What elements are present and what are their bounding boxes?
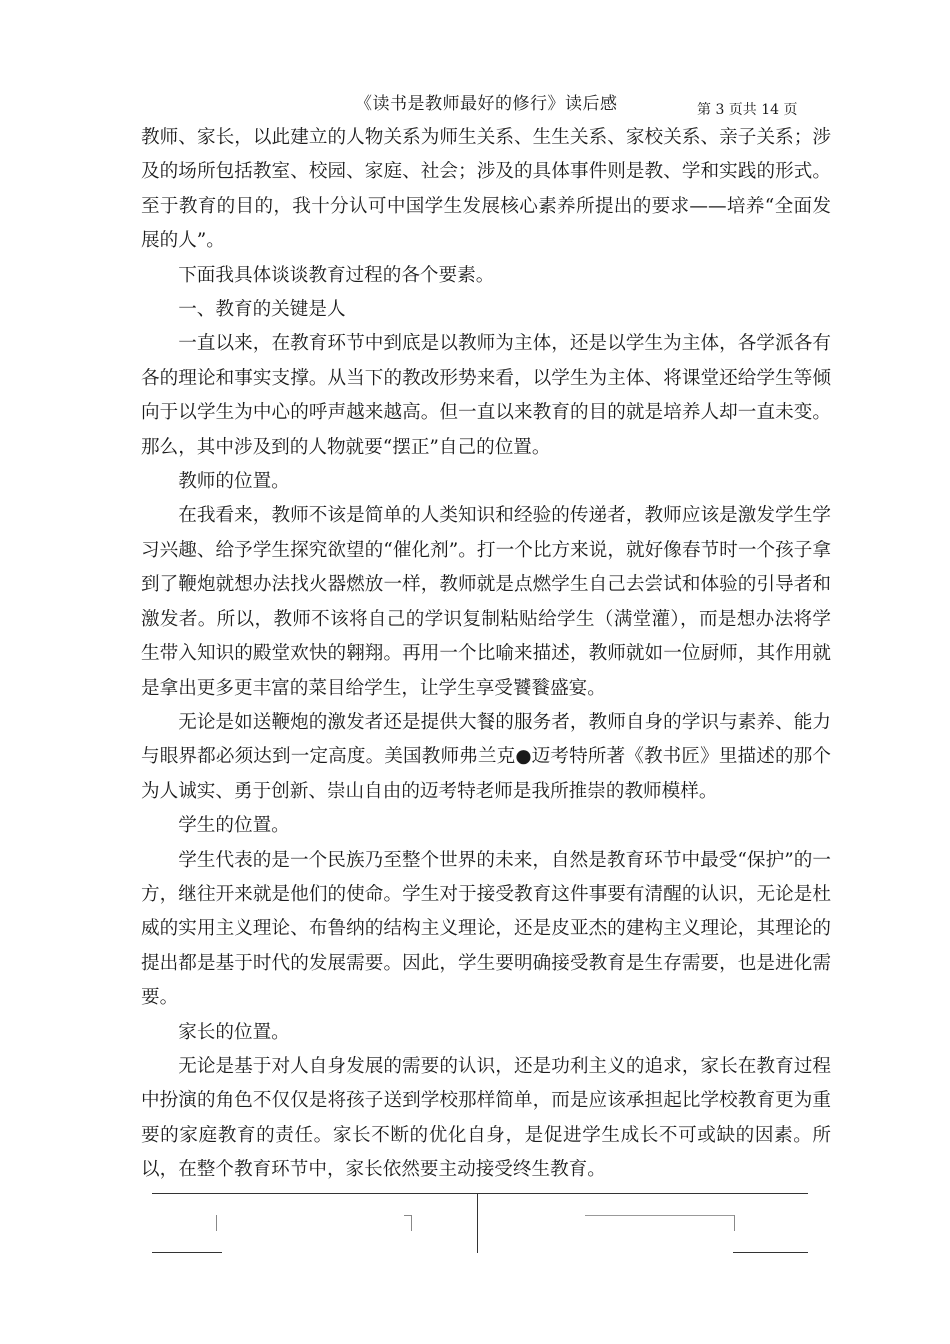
- subheading-student: 学生的位置。: [178, 815, 290, 837]
- paragraph: 下面我具体谈谈教育过程的各个要素。: [178, 264, 495, 286]
- footer-left-rule: [152, 1252, 222, 1253]
- document-body: [141, 121, 831, 1188]
- paragraph: 教师、家长，以此建立的人物关系为师生关系、生生关系、家校关系、亲子关系；涉及的场所包括教室、校园、家庭、社会；涉及的具体事件则是教、学和实践的形式。至于教育的目的，我十分认可中国学生发展核心素养所提出的要求——培养“全面发展的人”。: [141, 127, 831, 252]
- paragraph: 在我看来，教师不该是简单的人类知识和经验的传递者，教师应该是激发学生学习兴趣、给予学生探究欲望的“催化剂”。打一个比方来说，就好像春节时一个孩子拿到了鞭炮就想办法找火器燃放一样，教师就是点燃学生自己去尝试和体验的引导者和激发者。所以，教师不该将自己的学识复制粘贴给学生（满堂灌），而是想办法将学生带入知识的殿堂欢快的翱翔。再用一个比喻来描述，教师就如一位厨师，其作用就是拿出更多更丰富的菜目给学生，让学生享受饕餮盛宴。: [141, 505, 831, 699]
- footer-divider: [477, 1193, 478, 1253]
- footer-right-glyph-fragment: [585, 1215, 735, 1216]
- paragraph: 无论是基于对人自身发展的需要的认识，还是功利主义的追求，家长在教育过程中扮演的角色不仅仅是将孩子送到学校那样简单，而是应该承担起比学校教育更为重要的家庭教育的责任。家长不断的优化自身，是促进学生成长不可或缺的因素。所以，在整个教育环节中，家长依然要主动接受终生教育。: [141, 1055, 831, 1181]
- paragraph: 无论是如送鞭炮的激发者还是提供大餐的服务者，教师自身的学识与素养、能力与眼界都必须达到一定高度。美国教师弗兰克●迈考特所著《教书匠》里描述的那个为人诚实、勇于创新、崇山自由的迈考特老师是我所推崇的教师模样。: [141, 711, 831, 802]
- paragraph: 一直以来，在教育环节中到底是以教师为主体，还是以学生为主体，各学派各有各的理论和事实支撑。从当下的教改形势来看，以学生为主体、将课堂还给学生等倾向于以学生为中心的呼声越来越高。但一直以来教育的目的就是培养人却一直未变。那么，其中涉及到的人物就要“摆正”自己的位置。: [141, 333, 831, 458]
- section-heading: 一、教育的关键是人: [178, 299, 346, 321]
- subheading-teacher: 教师的位置。: [178, 471, 290, 493]
- footer-right-rule: [733, 1252, 808, 1253]
- header-title: 《读书是教师最好的修行》读后感: [355, 94, 618, 114]
- footer-top-rule: [152, 1193, 808, 1194]
- footer-left-glyph-fragment: [411, 1215, 412, 1231]
- footer-left-glyph-fragment: [216, 1215, 217, 1231]
- paragraph: 学生代表的是一个民族乃至整个世界的未来，自然是教育环节中最受“保护”的一方，继往开来就是他们的使命。学生对于接受教育这件事要有清醒的认识，无论是杜威的实用主义理论、布鲁纳的结构主义理论，还是皮亚杰的建构主义理论，其理论的提出都是基于时代的发展需要。因此，学生要明确接受教育是生存需要，也是进化需要。: [141, 849, 831, 1009]
- subheading-parent: 家长的位置。: [178, 1021, 290, 1043]
- footer-right-glyph-fragment: [734, 1215, 735, 1231]
- page-indicator: 第 3 页共 14 页: [697, 102, 798, 118]
